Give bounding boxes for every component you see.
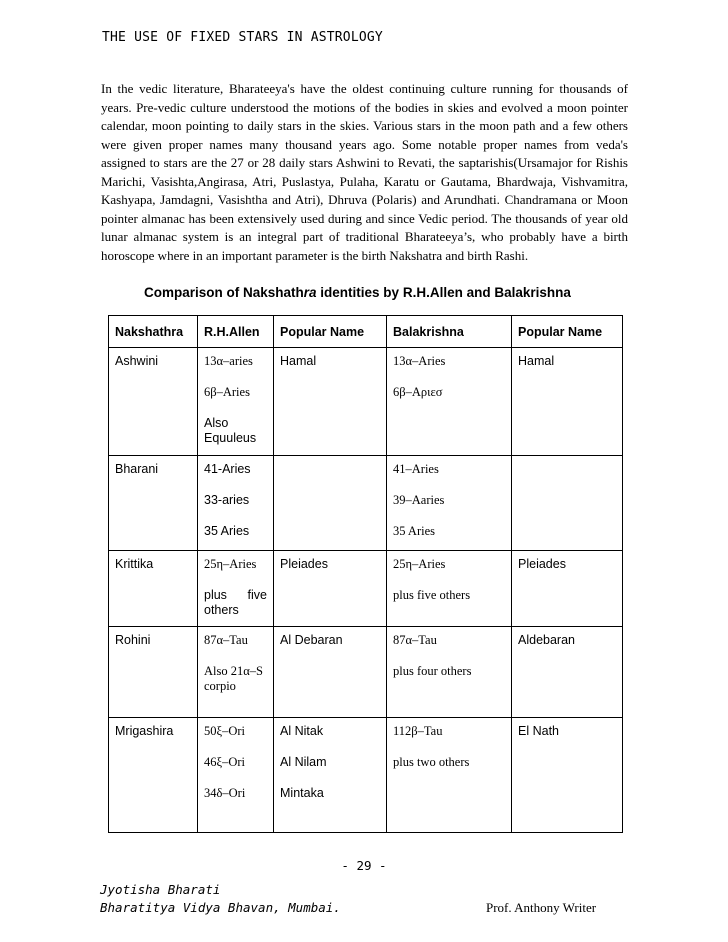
cell-balakrishna: 87α–Tau plus four others [387, 627, 512, 718]
cell-nakshathra: Ashwini [109, 348, 198, 456]
cell-allen: 87α–Tau Also 21α–Scorpio [198, 627, 274, 718]
cell-balakrishna: 13α–Aries 6β–Αριεσ [387, 348, 512, 456]
header-balakrishna: Balakrishna [387, 316, 512, 348]
cell-allen: 41-Aries 33-aries 35 Aries [198, 456, 274, 551]
footer-publisher: Bharatitya Vidya Bhavan, Mumbai. [100, 900, 341, 915]
cell-nakshathra: Bharani [109, 456, 198, 551]
header-allen: R.H.Allen [198, 316, 274, 348]
nakshatra-comparison-table [108, 315, 623, 833]
page-number: - 29 - [341, 858, 387, 873]
cell-balakrishna: 112β–Tau plus two others [387, 718, 512, 833]
table-title [144, 285, 571, 300]
cell-balakrishna-popular: El Nath [512, 718, 623, 833]
header-balakrishna-popular-name: Popular Name [512, 316, 623, 348]
cell-allen-popular: Hamal [274, 348, 387, 456]
table-title-rest: identities by R.H.Allen and Balakrishna [316, 285, 571, 300]
cell-allen-popular: Al Debaran [274, 627, 387, 718]
cell-allen-popular: Pleiades [274, 551, 387, 627]
header-allen-popular-name: Popular Name [274, 316, 387, 348]
cell-nakshathra: Rohini [109, 627, 198, 718]
footer-publication: Jyotisha Bharati [100, 882, 221, 897]
table-title-italic: ra [303, 285, 317, 300]
cell-balakrishna: 41–Aries 39–Aaries 35 Aries [387, 456, 512, 551]
table-title-part: Comparison of Nakshath [144, 285, 304, 300]
cell-balakrishna-popular [512, 456, 623, 551]
cell-allen: 13α–aries 6β–Aries Also Equuleus [198, 348, 274, 456]
cell-allen: 50ξ–Ori 46ξ–Ori 34δ–Ori [198, 718, 274, 833]
table-header-row [109, 316, 623, 348]
table-row [109, 348, 623, 456]
cell-allen: 25η–Aries plus five others [198, 551, 274, 627]
table-row [109, 456, 623, 551]
header-nakshathra: Nakshathra [109, 316, 198, 348]
cell-balakrishna-popular: Pleiades [512, 551, 623, 627]
running-head: THE USE OF FIXED STARS IN ASTROLOGY [102, 30, 383, 45]
cell-balakrishna-popular: Aldebaran [512, 627, 623, 718]
footer-author: Prof. Anthony Writer [486, 900, 597, 915]
table-row [109, 551, 623, 627]
intro-paragraph: In the vedic literature, Bharateeya's have the oldest continuing culture running for thousands of years. Pre-vedic culture understood the motions of the bodies in skies and evolved a moon pointer calendar, moon pointing to daily stars in the skies. Various stars in the moon path and a few others were given proper names many thousand years ago. Some notable proper names from veda's assigned to stars are the 27 or 28 daily stars Ashwini to Revati, the saptarishis(Ursamajor for Rishis Marichi, Vasishta,Angirasa, Atri, Puslastya, Pulaha, Karatu or Gautama, Bhardwaja, Vishvamitra, Kashyapa, Jamdagni, Vasishtha and Atri), Dhruva (Polaris) and Arundhati. Chandramana or Moon pointer almanac has been extensively used during and since Vedic period. The thousands of year old lunar almanac system is an integral part of traditional Bharateeya’s, who probably have a birth horoscope where in an important parameter is the birth Nakshatra and birth Rashi. [101, 81, 628, 263]
cell-balakrishna: 25η–Aries plus five others [387, 551, 512, 627]
cell-allen-popular: Al Nitak Al Nilam Mintaka [274, 718, 387, 833]
cell-balakrishna-popular: Hamal [512, 348, 623, 456]
table-row [109, 627, 623, 718]
cell-nakshathra: Mrigashira [109, 718, 198, 833]
cell-allen-popular [274, 456, 387, 551]
cell-nakshathra: Krittika [109, 551, 198, 627]
table-row [109, 718, 623, 833]
